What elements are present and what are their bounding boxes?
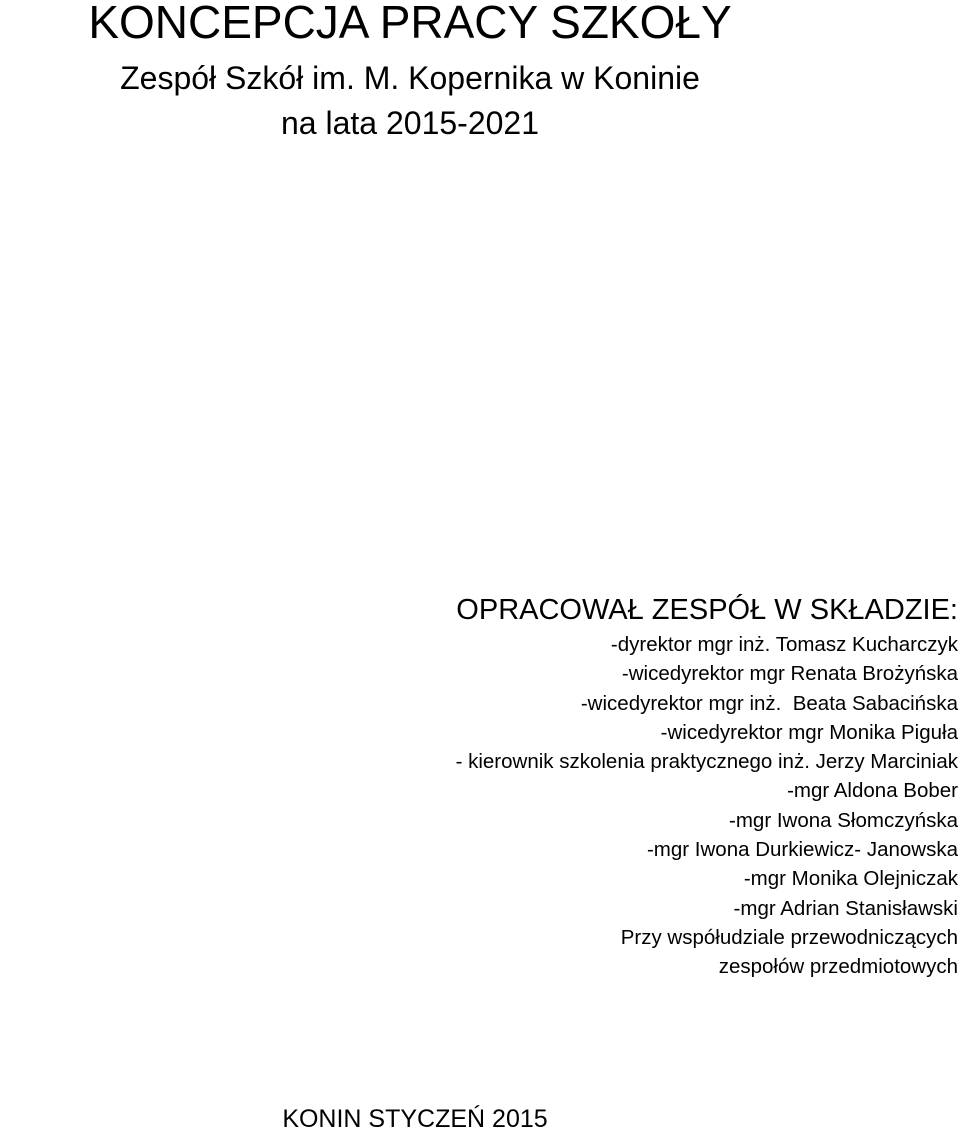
team-member: -mgr Iwona Durkiewicz- Janowska — [646, 838, 958, 862]
collaboration-note-line: Przy współudziale przewodniczących — [620, 925, 958, 949]
team-heading: OPRACOWAŁ ZESPÓŁ W SKŁADZIE: — [456, 594, 958, 626]
team-member-list — [456, 630, 958, 923]
concept-period: na lata 2015-2021 — [281, 105, 539, 141]
place-and-date: KONIN STYCZEŃ 2015 — [282, 1105, 548, 1133]
team-member: -dyrektor mgr inż. Tomasz Kucharczyk — [610, 633, 958, 656]
team-member: -wicedyrektor mgr Renata Brożyńska — [621, 662, 958, 686]
school-name: Zespół Szkół im. M. Kopernika w Koninie — [120, 60, 700, 96]
collaboration-note-line: zespołów przedmiotowych — [718, 955, 958, 979]
team-member: -wicedyrektor mgr inż. Beata Sabacińska — [580, 691, 958, 715]
document-title: KONCEPCJA PRACY SZKOŁY — [88, 0, 732, 48]
team-member: -mgr Aldona Bober — [787, 779, 958, 803]
authoring-team — [456, 590, 958, 982]
team-member: -mgr Iwona Słomczyńska — [729, 808, 958, 832]
team-member: -wicedyrektor mgr Monika Piguła — [660, 720, 958, 744]
team-member: -mgr Monika Olejniczak — [743, 867, 958, 891]
team-member: - kierownik szkolenia praktycznego inż. Jerzy Marciniak — [455, 750, 958, 774]
team-member: -mgr Adrian Stanisławski — [733, 896, 958, 920]
